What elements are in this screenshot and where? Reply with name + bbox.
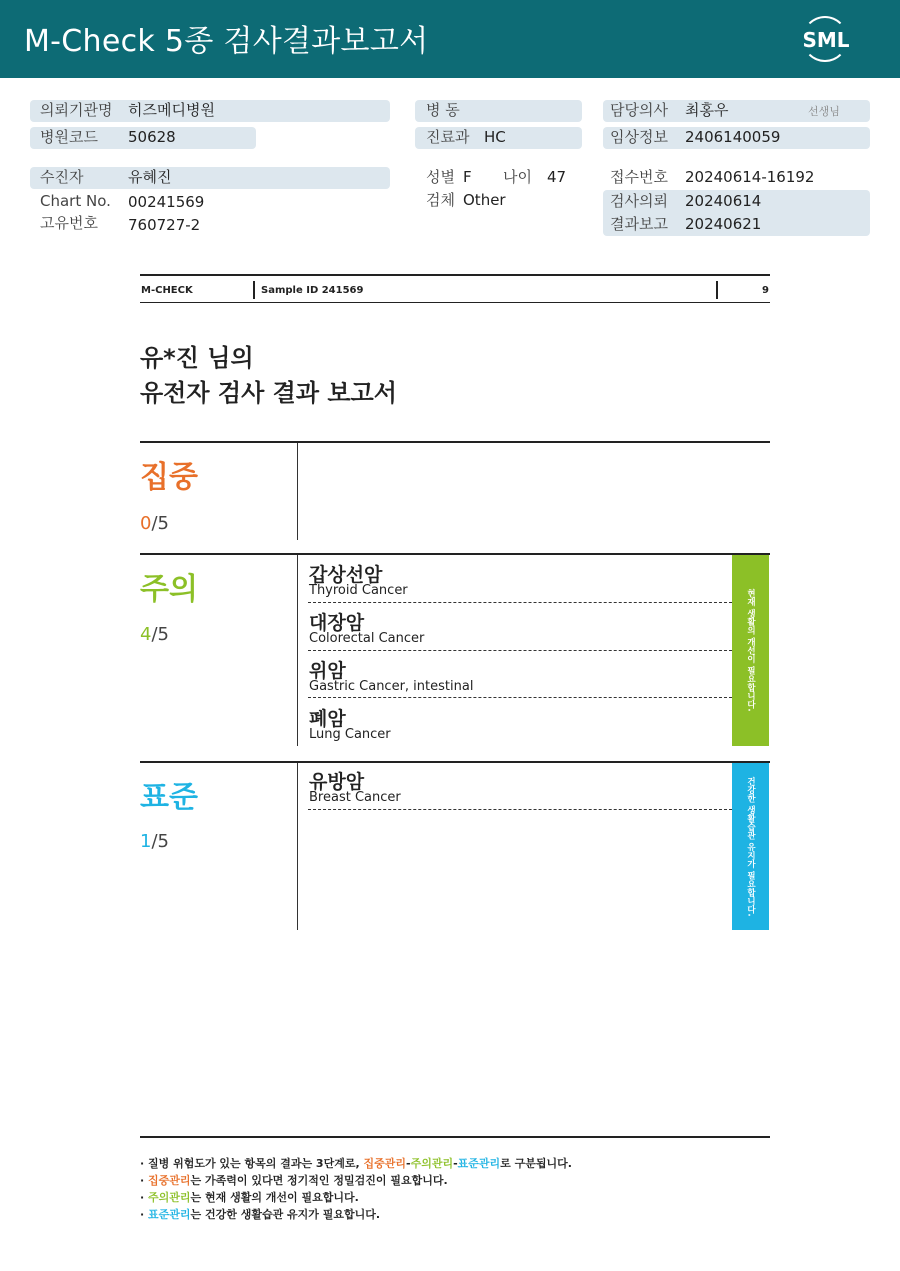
- note-2-key: 집중관리: [148, 1174, 191, 1187]
- ward-label: 병 동: [426, 101, 460, 119]
- doctor-label: 담당의사: [610, 101, 668, 119]
- note-2-text: 는 가족력이 있다면 정기적인 정밀검진이 필요합니다.: [190, 1174, 448, 1187]
- item-separator: [308, 602, 732, 603]
- logo-text: SML: [802, 28, 850, 52]
- focus-top-rule: [140, 441, 770, 443]
- doctor-suffix: 선생님: [808, 105, 840, 118]
- standard-item-en: Breast Cancer: [309, 790, 401, 805]
- focus-count-group: [140, 513, 169, 534]
- report-brand: M-CHECK: [141, 285, 193, 296]
- note-1-sep-2: -: [453, 1157, 458, 1170]
- age-label: 나이: [503, 168, 532, 186]
- chart-label: Chart No.: [40, 192, 111, 210]
- clinical-value: 2406140059: [685, 128, 781, 146]
- patient-name-title: 유*진 님의: [140, 344, 254, 372]
- report-main-title: 유전자 검사 결과 보고서: [140, 379, 397, 407]
- standard-total: /5: [151, 831, 169, 852]
- hospital-label: 의뢰기관명: [40, 101, 113, 119]
- caution-item-en: Lung Cancer: [309, 727, 391, 742]
- focus-category-name: 집중: [140, 460, 198, 495]
- receipt-label: 접수번호: [610, 168, 668, 186]
- dept-label: 진료과: [426, 128, 470, 146]
- report-date-value: 20240621: [685, 215, 762, 233]
- sml-logo: [796, 10, 856, 70]
- report-date-label: 결과보고: [610, 215, 668, 233]
- request-value: 20240614: [685, 192, 762, 210]
- note-4-text: 는 건강한 생활습관 유지가 필요합니다.: [190, 1208, 381, 1221]
- note-3-text: 는 현재 생활의 개선이 필요합니다.: [190, 1191, 359, 1204]
- caution-top-rule: [140, 553, 770, 555]
- standard-count-group: [140, 831, 169, 852]
- code-label: 병원코드: [40, 128, 98, 146]
- patient-row-bg: [30, 167, 390, 189]
- report-title: M-Check 5종 검사결과보고서: [24, 24, 429, 59]
- specimen-label: 검체: [426, 191, 455, 209]
- caution-divider: [297, 555, 298, 746]
- caution-item-en: Thyroid Cancer: [309, 583, 408, 598]
- standard-count: 1: [140, 831, 152, 852]
- standard-top-rule: [140, 761, 770, 763]
- standard-side-text: 건강한 생활습관 유지가 필요합니다.: [745, 776, 756, 917]
- bullet: ·: [140, 1157, 149, 1170]
- doctor-value: 최홍우: [685, 101, 729, 119]
- uid-value: 760727-2: [128, 216, 201, 234]
- item-separator: [308, 809, 732, 810]
- note-1-caution: 주의관리: [410, 1157, 454, 1170]
- patient-value: 유혜진: [128, 168, 172, 186]
- caution-category-name: 주의: [140, 572, 198, 607]
- report-top-rule: [140, 274, 770, 276]
- code-value: 50628: [128, 128, 176, 146]
- caution-item-en: Gastric Cancer, intestinal: [309, 679, 474, 694]
- notes-top-rule: [140, 1136, 770, 1138]
- caution-item-ko: 폐암: [309, 708, 346, 730]
- standard-category-name: 표준: [140, 780, 198, 815]
- hospital-value: 히즈메디병원: [128, 101, 215, 119]
- age-value: 47: [547, 168, 567, 186]
- caution-side-text: 현재 생활의 개선이 필요합니다.: [745, 589, 756, 712]
- caution-item-ko: 대장암: [309, 612, 365, 634]
- caution-count: 4: [140, 624, 152, 645]
- note-1-sep-1: -: [405, 1157, 411, 1170]
- focus-total: /5: [151, 513, 169, 534]
- caution-item-ko: 갑상선암: [309, 564, 383, 586]
- sex-value: F: [463, 168, 472, 186]
- header-divider-right: [716, 281, 718, 299]
- caution-side-banner: [732, 555, 769, 746]
- header-divider: [253, 281, 255, 299]
- item-separator: [308, 650, 732, 651]
- receipt-value: 20240614-16192: [685, 168, 815, 186]
- patient-label: 수진자: [40, 168, 84, 186]
- note-line-1: [140, 1155, 572, 1171]
- request-label: 검사의뢰: [610, 192, 668, 210]
- note-line-4: [140, 1206, 380, 1222]
- caution-item-ko: 위암: [309, 660, 346, 682]
- specimen-value: Other: [463, 191, 506, 209]
- report-sub-rule: [140, 302, 770, 303]
- focus-count: 0: [140, 513, 152, 534]
- note-1-text-pre: 질병 위험도가 있는 항목의 결과는 3단계로,: [148, 1157, 364, 1170]
- note-4-key: 표준관리: [148, 1208, 191, 1221]
- note-1-text-post: 로 구분됩니다.: [500, 1157, 572, 1170]
- bullet: ·: [140, 1208, 149, 1221]
- note-1-standard: 표준관리: [457, 1157, 501, 1170]
- note-1-focus: 집중관리: [363, 1157, 406, 1170]
- bullet: ·: [140, 1174, 149, 1187]
- standard-divider: [297, 763, 298, 930]
- note-3-key: 주의관리: [148, 1191, 191, 1204]
- sample-id: Sample ID 241569: [261, 285, 364, 296]
- dept-value: HC: [484, 128, 506, 146]
- standard-item-ko: 유방암: [309, 771, 365, 793]
- uid-label: 고유번호: [40, 214, 98, 232]
- caution-item-en: Colorectal Cancer: [309, 631, 425, 646]
- clinical-label: 임상정보: [610, 128, 668, 146]
- note-line-3: [140, 1189, 359, 1205]
- focus-divider: [297, 443, 298, 540]
- bullet: ·: [140, 1191, 149, 1204]
- header-band: [0, 0, 900, 78]
- caution-count-group: [140, 624, 169, 645]
- chart-value: 00241569: [128, 193, 205, 211]
- item-separator: [308, 697, 732, 698]
- note-line-2: [140, 1172, 448, 1188]
- sex-label: 성별: [426, 168, 455, 186]
- standard-side-banner: [732, 763, 769, 930]
- page-number: 9: [762, 285, 769, 296]
- caution-total: /5: [151, 624, 169, 645]
